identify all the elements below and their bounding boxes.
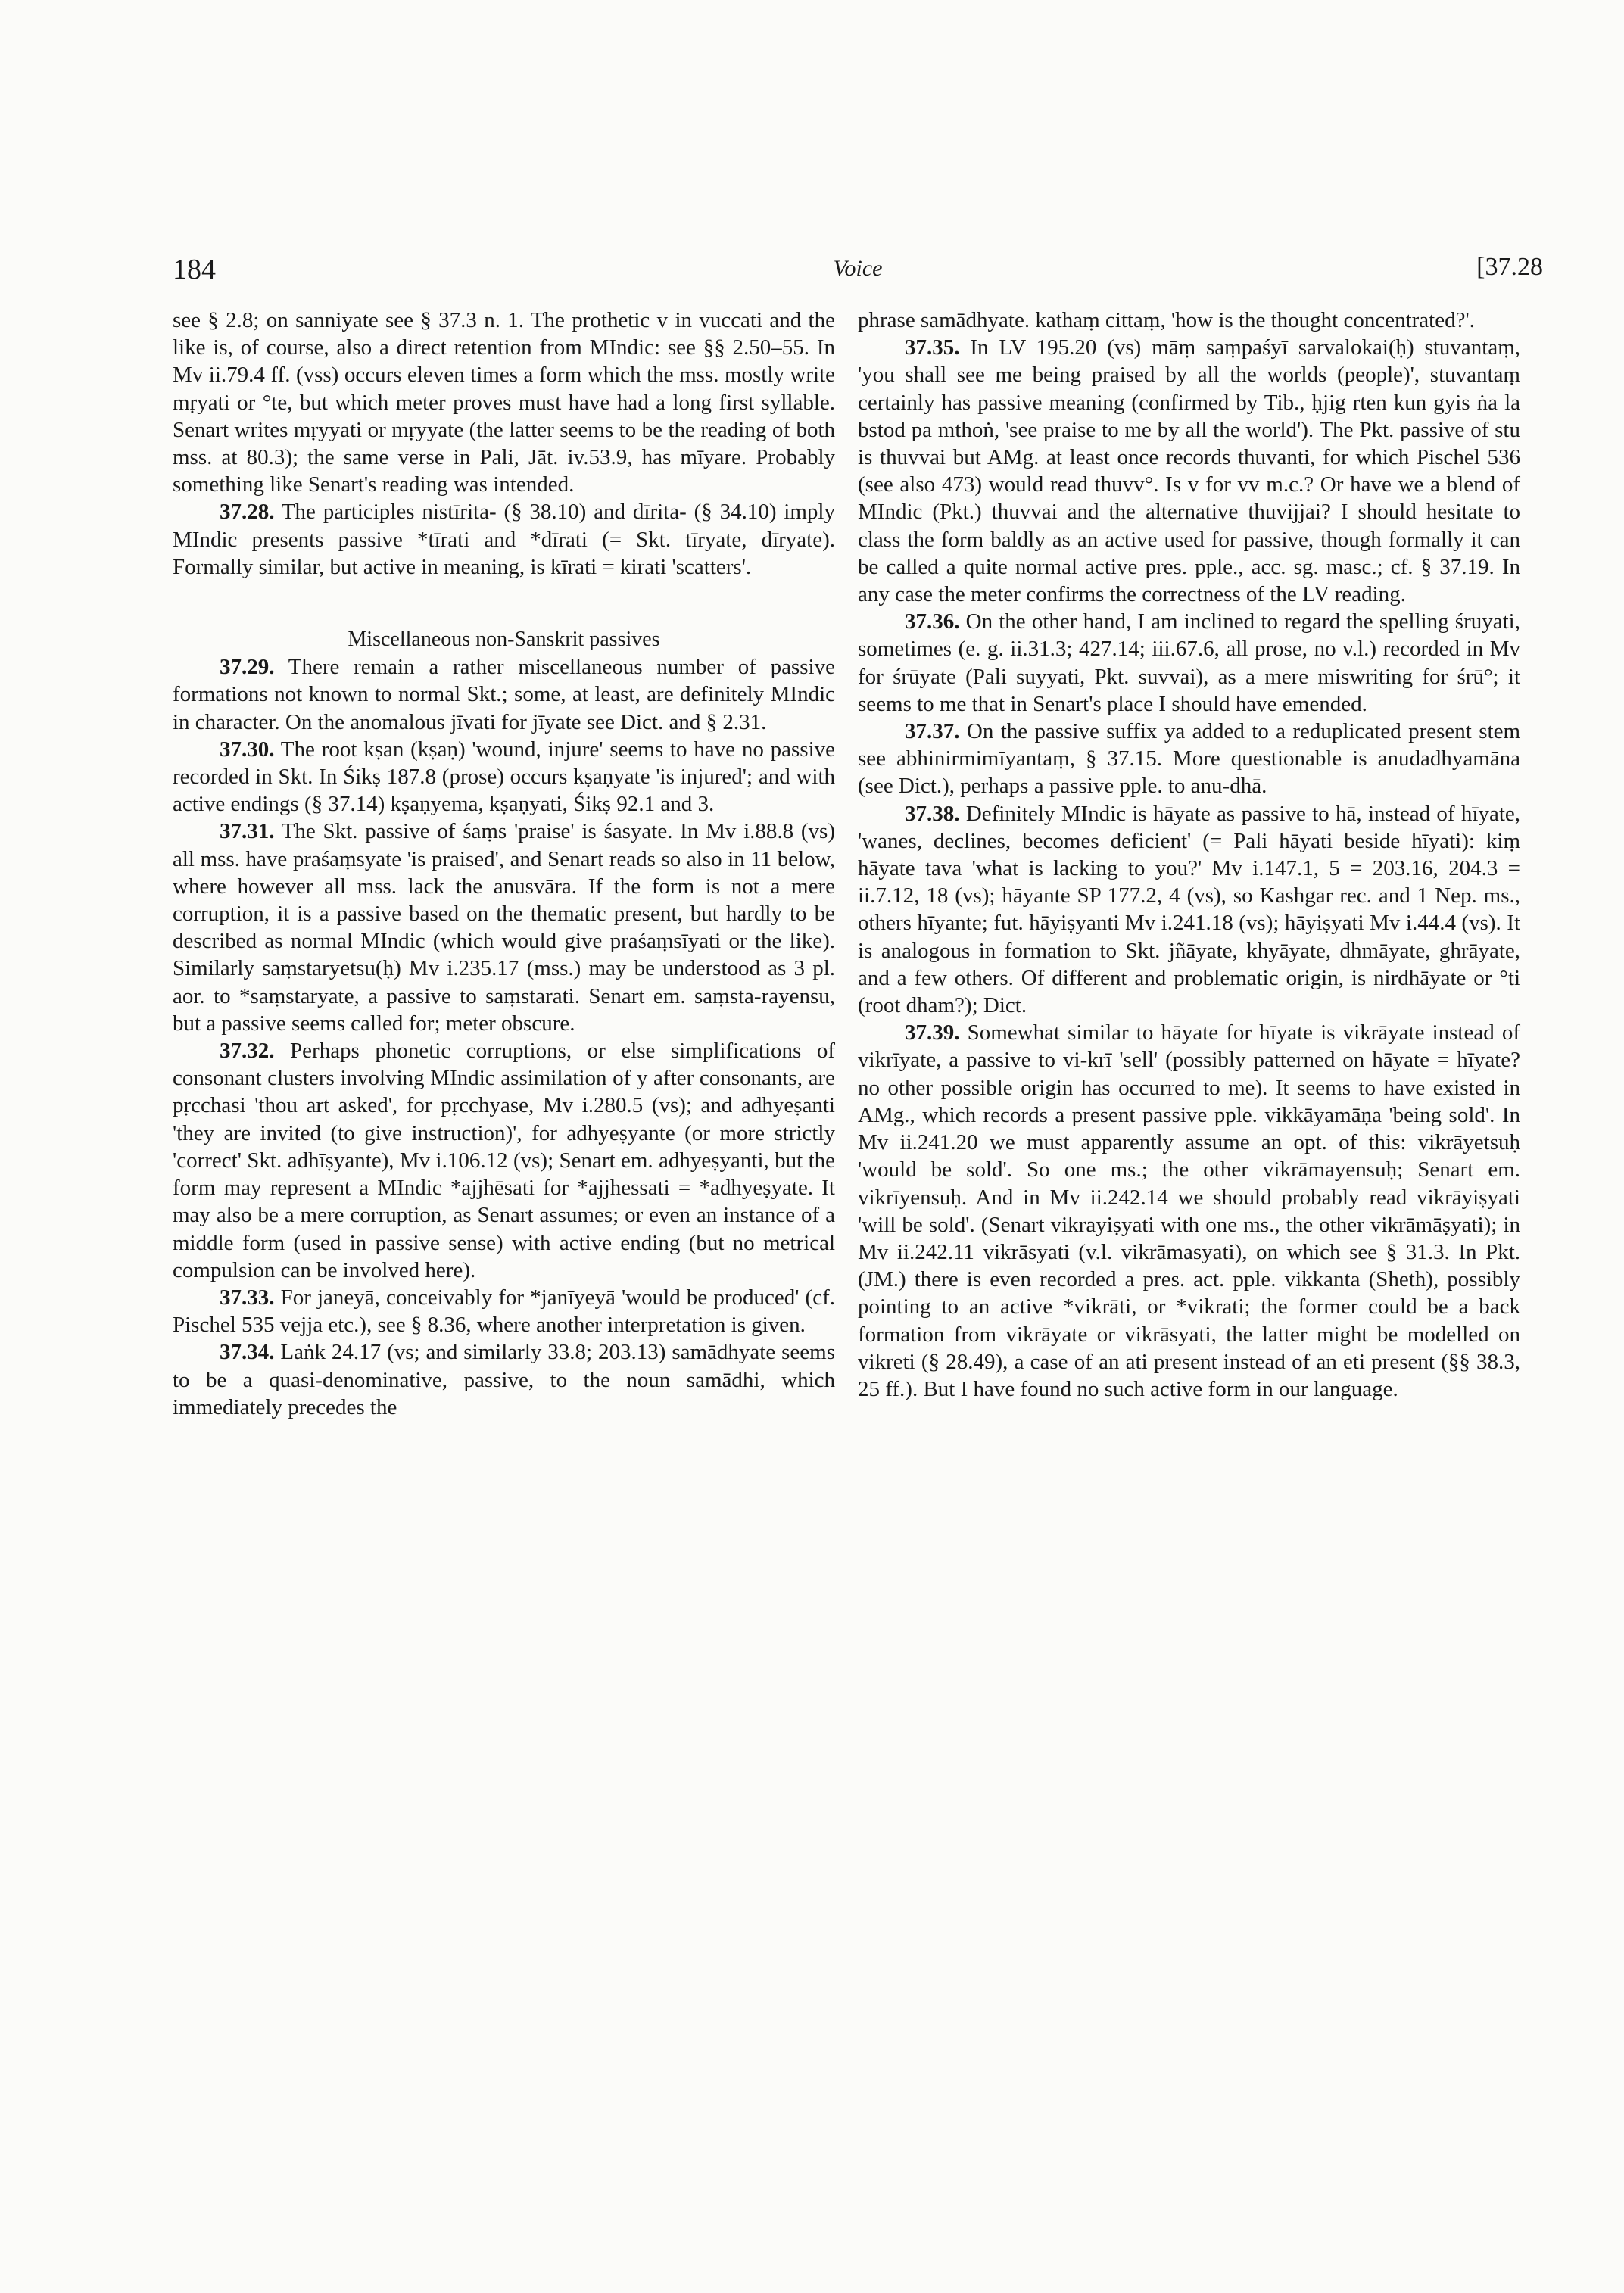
paragraph-text: The participles nistīrita- (§ 38.10) and dīrita- (§ 34.10) imply MIndic presents passive *tīrati and *dīrati (= Skt. tīryate, dīryate). Formally similar, but active in meaning, is kīrati = kirati 'scatters'. (173, 500, 835, 579)
paragraph-37-33 (173, 1284, 835, 1338)
paragraph-text: For janeyā, conceivably for *janīyeyā 'would be produced' (cf. Pischel 535 vejja etc.), see § 8.36, where another interpretation is given. (173, 1285, 835, 1338)
paragraph-text: In LV 195.20 (vs) māṃ saṃpaśyī sarvalokai(ḥ) stuvantaṃ, 'you shall see me being praised by all the worlds (people)', stuvantaṃ certainly has passive meaning (confirmed by Tib., ḥjig rten kun gyis ṅa la bstod pa mthoṅ, 'see praise to me by all the world'). The Pkt. passive of stu is thuvvai but AMg. at least once records thuvanti, for which Pischel 536 (see also 473) would read thuvv°. Is v for vv m.c.? Or have we a blend of MIndic (Pkt.) thuvvai and the alternative thuvijjai? I should hesitate to class the form baldly as an active used for passive, though formally it can be called a quite normal active pres. pple., acc. sg. masc.; cf. § 37.19. In any case the meter confirms the correctness of the LV reading. (858, 335, 1520, 607)
paragraph-number: 37.32. (220, 1039, 275, 1064)
section-reference: [37.28 (1476, 253, 1543, 281)
right-column (858, 307, 1520, 1403)
paragraph-37-29 (173, 653, 835, 736)
paragraph-37-34 (173, 1338, 835, 1421)
paragraph-number: 37.35. (905, 335, 960, 360)
paragraph-number: 37.39. (905, 1020, 960, 1045)
paragraph-text: Somewhat similar to hāyate for hīyate is vikrāyate instead of vikrīyate, a passive to vi-krī 'sell' (possibly patterned on hāyate = hīyate? no other possible origin has occurred to me). It seems to have existed in AMg., which records a present passive pple. vikkāyamāṇa 'being sold'. In Mv ii.241.20 we must apparently assume an opt. of this: vikrāyetsuḥ 'would be sold'. So one ms.; the other vikrāmayensuḥ; Senart em. vikrīyensuḥ. And in Mv ii.242.14 we should probably read vikrāyiṣyati 'will be sold'. (Senart vikrayiṣyati with one ms., the other vikrāmāṣyati); in Mv ii.242.11 vikrāsyati (v.l. vikrāmasyati), on which see § 31.3. In Pkt. (JM.) there is even recorded a pres. act. pple. vikkanta (Sheth), possibly pointing to an active *vikrāti, or *vikrati; the former could be a back formation from vikrāyate or vikrāsyati, the latter might be modelled on vikreti (§ 28.49), a case of an ati present instead of an eti present (§§ 38.3, 25 ff.). But I have found no such active form in our language. (858, 1020, 1520, 1401)
paragraph-37-38 (858, 800, 1520, 1020)
paragraph-number: 37.36. (905, 609, 960, 634)
paragraph-number: 37.31. (220, 819, 275, 844)
paragraph-text: Definitely MIndic is hāyate as passive to hā, instead of hīyate, 'wanes, declines, becomes deficient' (= Pali hāyati beside hīyati): kiṃ hāyate tava 'what is lacking to you?' Mv i.147.1, 5 = 203.16, 204.3 = ii.7.12, 18 (vs); hāyante SP 177.2, 4 (vs), so Kashgar rec. and 1 Nep. ms., others hīyante; fut. hāyiṣyanti Mv i.241.18 (vs); hāyiṣyati Mv i.44.4 (vs). It is analogous in formation to Skt. jñāyate, khyāyate, dhmāyate, ghrāyate, and a few others. Of different and problematic origin, is nirdhāyate or °ti (root dham?); Dict. (858, 801, 1520, 1018)
paragraph-number: 37.37. (905, 719, 960, 744)
paragraph-number: 37.34. (220, 1340, 275, 1365)
page-header (173, 253, 1543, 291)
paragraph-continued: see § 2.8; on sanniyate see § 37.3 n. 1. The prothetic v in vuccati and the like is, of course, also a direct retention from MIndic: see §§ 2.50–55. In Mv ii.79.4 ff. (vss) occurs eleven times a form which the mss. mostly write mṛyati or °te, but which meter proves must have had a long first syllable. Senart writes mṛyyati or mṛyyate (the latter seems to be the reading of both mss. at 80.3); the same verse in Pali, Jāt. iv.53.9, has mīyare. Probably something like Senart's reading was intended. (173, 308, 835, 497)
section-subheading: Miscellaneous non-Sanskrit passives (348, 628, 660, 652)
paragraph-number: 37.38. (905, 801, 960, 826)
paragraph-number: 37.28. (220, 500, 275, 525)
paragraph-text: On the other hand, I am inclined to regard the spelling śruyati, sometimes (e. g. ii.31.3; 427.14; iii.67.6, all prose, no v.l.) recorded in Mv for śrūyate (Pali suyyati, Pkt. suvvai), as a mere miswriting for śrū°; it seems to me that in Senart's place I should have emended. (858, 609, 1520, 716)
paragraph-number: 37.33. (220, 1285, 275, 1310)
paragraph-text: Laṅk 24.17 (vs; and similarly 33.8; 203.13) samādhyate seems to be a quasi-denominative, passive, to the noun samādhi, which immediately precedes the (173, 1340, 836, 1419)
page-number: 184 (173, 254, 216, 285)
paragraph-text: There remain a rather miscellaneous number of passive formations not known to normal Skt.; some, at least, are definitely MIndic in character. On the anomalous jīvati for jīyate see Dict. and § 2.31. (173, 655, 835, 734)
running-title: Voice (833, 256, 883, 281)
paragraph-37-30 (173, 736, 835, 818)
paragraph-37-35 (858, 334, 1520, 608)
paragraph-37-36 (858, 608, 1520, 718)
paragraph-37-31 (173, 818, 835, 1037)
paragraph-text: Perhaps phonetic corruptions, or else simplifications of consonant clusters involving MIndic assimilation of y after consonants, are pṛcchasi 'thou art asked', for pṛcchyase, Mv i.280.5 (vs); and adhyeṣanti 'they are invited (to give instruction)', for adhyeṣyante (or more strictly 'correct' Skt. adhīṣyante), Mv i.106.12 (vs); Senart em. adhyeṣyanti, but the form may represent a MIndic *ajjhēsati for *ajjhessati = *adhyeṣyate. It may also be a mere corruption, as Senart assumes; or even an instance of a middle form (used in passive sense) with active ending (but no metrical compulsion can be involved here). (173, 1039, 835, 1282)
paragraph-text: On the passive suffix ya added to a reduplicated present stem see abhinirmimīyantaṃ, § 37.15. More questionable is anudadhyamāna (see Dict.), perhaps a passive pple. to anu-dhā. (858, 719, 1521, 799)
paragraph-37-37 (858, 718, 1520, 800)
paragraph-37-39 (858, 1019, 1520, 1403)
paragraph-text: The root kṣan (kṣaṇ) 'wound, injure' seems to have no passive recorded in Skt. In Śikṣ 187.8 (prose) occurs kṣaṇyate 'is injured'; and with active endings (§ 37.14) kṣaṇyema, kṣaṇyati, Śikṣ 92.1 and 3. (173, 737, 835, 817)
paragraph-continued: phrase samādhyate. kathaṃ cittaṃ, 'how is the thought concentrated?'. (858, 308, 1475, 332)
left-column (173, 307, 835, 1421)
paragraph-37-28 (173, 498, 835, 581)
paragraph-number: 37.29. (220, 655, 275, 680)
paragraph-text: The Skt. passive of śaṃs 'praise' is śasyate. In Mv i.88.8 (vs) all mss. have praśaṃsyate 'is praised', and Senart reads so also in 11 below, where however all mss. lack the anusvāra. If the form is not a mere corruption, it is a passive based on the thematic present, but hardly to be described as normal MIndic (which would give praśaṃsīyati or the like). Similarly saṃstaryetsu(ḥ) Mv i.235.17 (mss.) may be understood as 3 pl. aor. to *saṃstaryate, a passive to saṃstarati. Senart em. saṃsta-rayensu, but a passive seems called for; meter obscure. (173, 819, 835, 1036)
paragraph-number: 37.30. (220, 737, 275, 762)
paragraph-37-32 (173, 1037, 835, 1284)
